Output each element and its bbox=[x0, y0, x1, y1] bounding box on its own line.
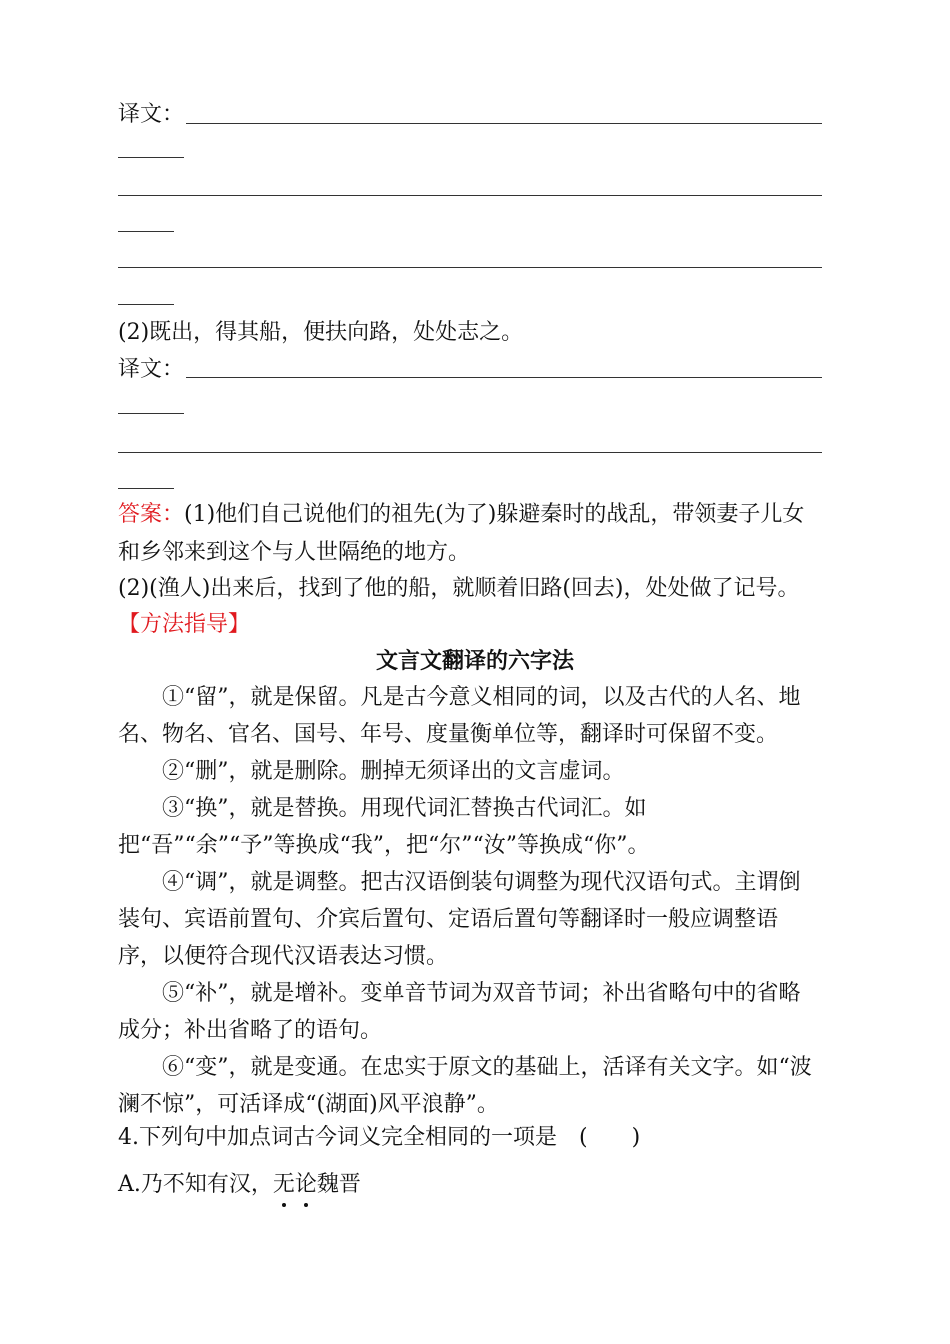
option-a-suffix: 魏晋 bbox=[316, 1172, 361, 1197]
answer-blank-line bbox=[186, 123, 822, 124]
option-a-prefix: A.乃不知有汉， bbox=[118, 1172, 273, 1197]
answer-text-1: (1)他们自己说他们的祖先(为了)躲避秦时的战乱，带领妻子儿女 bbox=[184, 502, 805, 527]
answer-line-2: 和乡邻来到这个与人世隔绝的地方。 bbox=[118, 540, 471, 565]
question-item-2: (2)既出，得其船，便扶向路，处处志之。 bbox=[118, 320, 524, 345]
question-4-stem: 4.下列句中加点词古今词义完全相同的一项是 ( ) bbox=[118, 1125, 641, 1150]
answer-blank-line bbox=[118, 413, 184, 414]
method-paragraph-6: ⑥“变”，就是变通。在忠实于原文的基础上，活译有关文字。如“波澜不惊”，可活译成“(湖面)风平浪静”。 bbox=[118, 1055, 812, 1117]
answer-blank-line bbox=[118, 488, 174, 489]
answer-blank-line bbox=[118, 231, 174, 232]
method-paragraph-5: ⑤“补”，就是增补。变单音节词为双音节词；补出省略句中的省略成分；补出省略了的语句。 bbox=[118, 981, 801, 1043]
method-paragraph-1: ①“留”，就是保留。凡是古今意义相同的词，以及古代的人名、地名、物名、官名、国号、年号、度量衡单位等，翻译时可保留不变。 bbox=[118, 685, 801, 747]
question-4-option-a bbox=[118, 1170, 361, 1200]
answer-line-3: (2)(渔人)出来后，找到了他的船，就顺着旧路(回去)，处处做了记号。 bbox=[118, 576, 800, 601]
dotted-char: 论 bbox=[295, 1170, 317, 1200]
method-paragraph-4: ④“调”，就是调整。把古汉语倒装句调整为现代汉语句式。主谓倒装句、宾语前置句、介宾后置句、定语后置句等翻译时一般应调整语序，以便符合现代汉语表达习惯。 bbox=[118, 870, 801, 969]
dotted-char: 无 bbox=[273, 1170, 295, 1200]
answer-blank-line bbox=[118, 304, 174, 305]
method-tag: 【方法指导】 bbox=[118, 612, 251, 637]
answer-blank-line bbox=[118, 452, 822, 453]
answer-line-1 bbox=[118, 500, 804, 530]
answer-label: 答案： bbox=[118, 502, 185, 527]
method-paragraph-3: ③“换”，就是替换。用现代词汇替换古代词汇。如把“吾”“余”“予”等换成“我”，把“尔”“汝”等换成“你”。 bbox=[118, 796, 650, 858]
translation-label: 译文： bbox=[118, 102, 185, 127]
translation-label: 译文： bbox=[118, 357, 185, 382]
method-title: 文言文翻译的六字法 bbox=[375, 648, 574, 674]
answer-blank-line bbox=[118, 267, 822, 268]
answer-blank-line bbox=[118, 195, 822, 196]
method-paragraph-2: ②“删”，就是删除。删掉无须译出的文言虚词。 bbox=[162, 759, 625, 784]
answer-blank-line bbox=[118, 157, 184, 158]
answer-blank-line bbox=[186, 377, 822, 378]
